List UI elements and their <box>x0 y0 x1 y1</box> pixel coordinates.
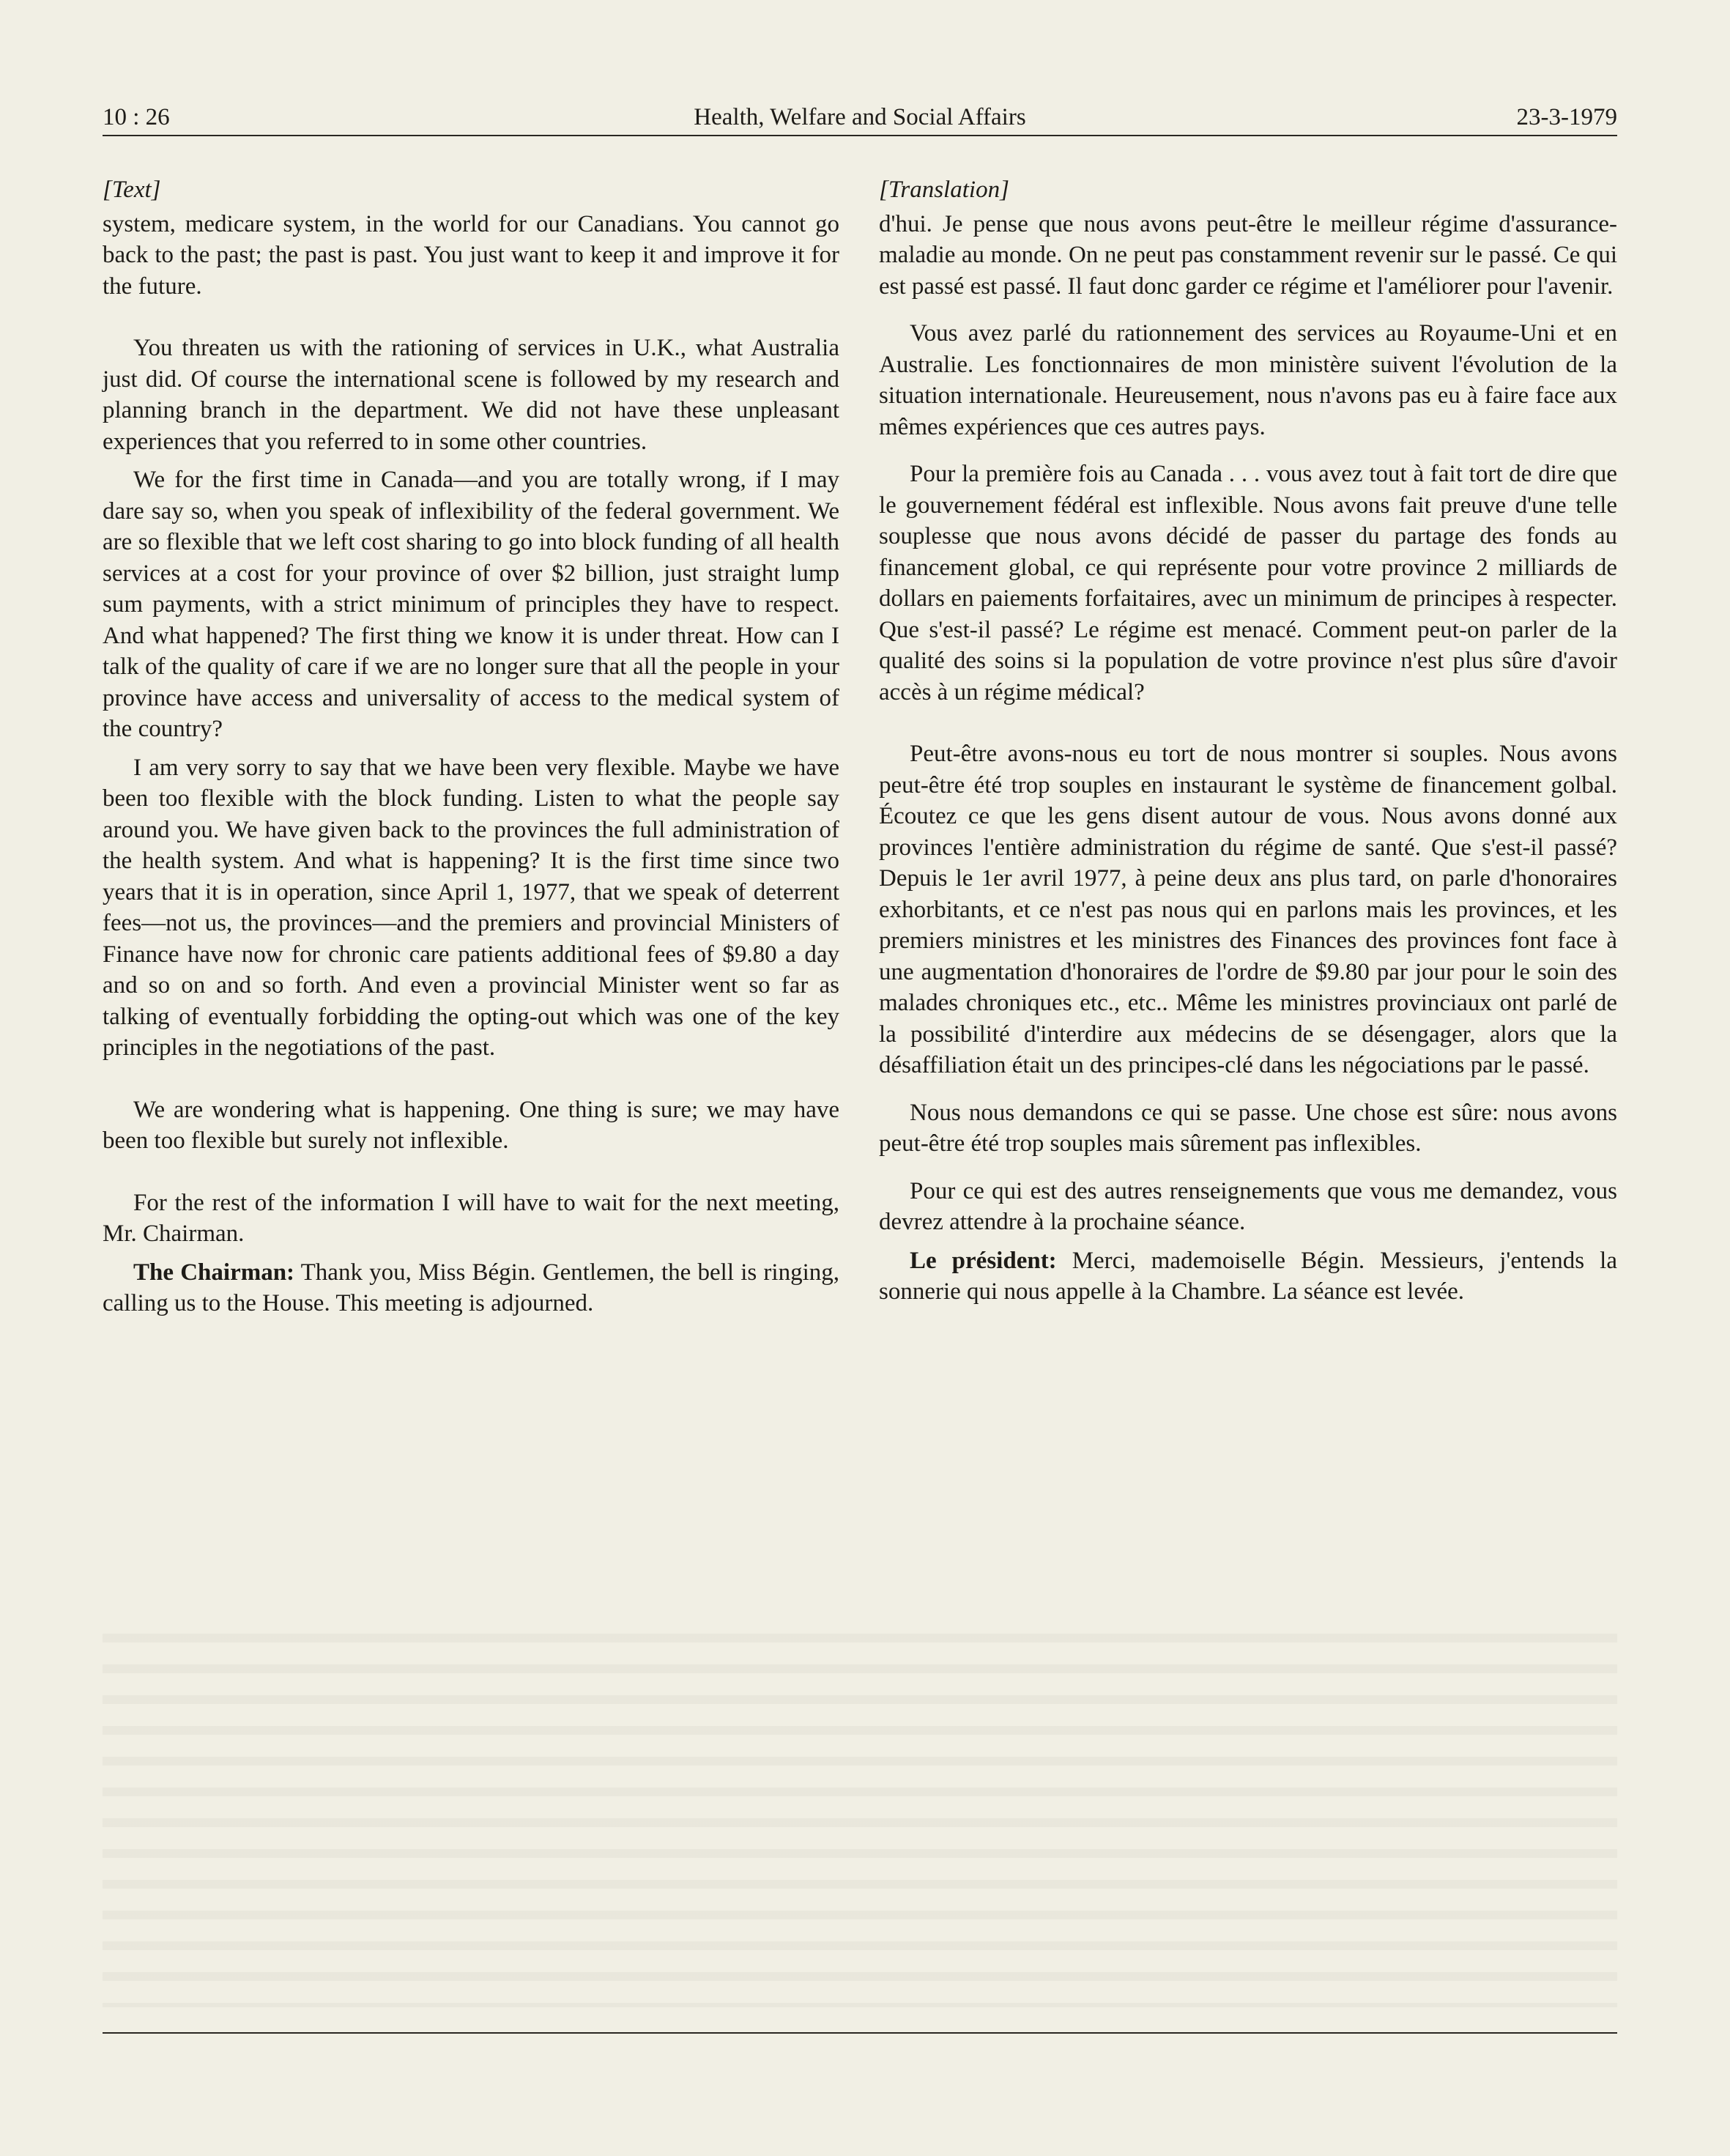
president-statement <box>879 1245 1617 1308</box>
header-rule <box>103 135 1617 136</box>
page-number: 10 : 26 <box>103 104 170 130</box>
speaker-text: Thank you, Miss Bégin. Gentlemen, the bell is ringing, calling us to the House. This meeting is adjourned. <box>103 1259 839 1316</box>
paragraph: I am very sorry to say that we have been very flexible. Maybe we have been too flexible with the block funding. Listen to what the people say around you. We have given back to the provinces the full administration of the health system. And what is happening? It is the first time since two years that it is in operation, since April 1, 1977, that we speak of deterrent fees—not us, the provinces—and the premiers and provincial Ministers of Finance have now for chronic care patients additional fees of $9.80 a day and so on and so forth. And even a provincial Minister went so far as talking of eventually forbidding the opting-out which was one of the key principles in the negotiations of the past. <box>103 754 839 1061</box>
show-through-texture <box>103 1612 1617 2007</box>
paragraph: d'hui. Je pense que nous avons peut-être le meilleur régime d'assurance-maladie au monde. On ne peut pas constamment revenir sur le passé. Ce qui est passé est passé. Il faut donc garder ce régime et l'améliorer pour l'avenir. <box>879 210 1617 300</box>
english-column <box>103 174 839 1319</box>
paragraph: Vous avez parlé du rationnement des services au Royaume-Uni et en Australie. Les fonctionnaires de mon ministère suivent l'évolution de la situation internationale. Heureusement, nous n'avons pas eu à faire face aux mêmes expériences que ces autres pays. <box>879 320 1617 440</box>
paragraph: system, medicare system, in the world for our Canadians. You cannot go back to the past; the past is past. You just want to keep it and improve it for the future. <box>103 210 839 300</box>
speaker-label: Le président: <box>910 1247 1057 1274</box>
chairman-statement <box>103 1257 839 1319</box>
paragraph: You threaten us with the rationing of services in U.K., what Australia just did. Of course the international scene is followed by my research and planning branch in the department. We did not have these unpleasant experiences that you referred to in some other countries. <box>103 335 839 455</box>
paragraph: For the rest of the information I will have to wait for the next meeting, Mr. Chairman. <box>103 1189 839 1247</box>
speaker-label: The Chairman: <box>133 1259 295 1286</box>
french-column <box>879 174 1617 1308</box>
translation-marker: [Translation] <box>879 177 1009 203</box>
publication-title: Health, Welfare and Social Affairs <box>694 104 1026 130</box>
speaker-text: Merci, mademoiselle Bégin. Messieurs, j'entends la sonnerie qui nous appelle à la Chambre. La séance est levée. <box>879 1247 1617 1305</box>
footer-rule <box>103 2032 1617 2034</box>
header-date: 23-3-1979 <box>1516 104 1617 130</box>
paragraph: We for the first time in Canada—and you are totally wrong, if I may dare say so, when you speak of inflexibility of the federal government. We are so flexible that we left cost sharing to go into block funding of all health services at a cost for your province of over $2 billion, just straight lump sum payments, with a strict minimum of principles they have to respect. And what happened? The first thing we know it is under threat. How can I talk of the quality of care if we are no longer sure that all the people in your province have access and universality of access to the medical system of the country? <box>103 467 839 742</box>
paragraph: We are wondering what is happening. One thing is sure; we may have been too flexible but surely not inflexible. <box>103 1096 839 1154</box>
paragraph: Pour la première fois au Canada . . . vous avez tout à fait tort de dire que le gouvernement fédéral est inflexible. Nous avons fait preuve d'une telle souplesse que nous avons décidé de passer du partage des fonds au financement global, ce qui représente pour votre province 2 milliards de dollars en paiements forfaitaires, avec un minimum de principes à respecter. Que s'est-il passé? Le régime est menacé. Comment peut-on parler de la qualité des soins si la population de votre province n'est plus sûre d'avoir accès à un régime médical? <box>879 461 1617 705</box>
running-header <box>103 98 1617 136</box>
paragraph: Nous nous demandons ce qui se passe. Une chose est sûre: nous avons peut-être été trop souples mais sûrement pas inflexibles. <box>879 1099 1617 1157</box>
paragraph: Peut-être avons-nous eu tort de nous montrer si souples. Nous avons peut-être été trop souples en instaurant le système de financement golbal. Écoutez ce que les gens disent autour de vous. Nous avons donné aux provinces l'entière administration du régime de santé. Que s'est-il passé? Depuis le 1er avril 1977, à peine deux ans plus tard, on parle d'honoraires exhorbitants, et ce n'est pas nous qui en parlons mais les provinces, et les premiers ministres et les ministres des Finances des provinces font face à une augmentation d'honoraires de l'ordre de $9.80 par jour pour le soin des malades chroniques etc., etc.. Même les ministres provinciaux ont parlé de la possibilité d'interdire aux médecins de se désengager, alors que la désaffiliation était un des principes-clé dans les négociations par le passé. <box>879 741 1617 1078</box>
text-marker: [Text] <box>103 177 161 203</box>
paragraph: Pour ce qui est des autres renseignements que vous me demandez, vous devrez attendre à la prochaine séance. <box>879 1177 1617 1235</box>
